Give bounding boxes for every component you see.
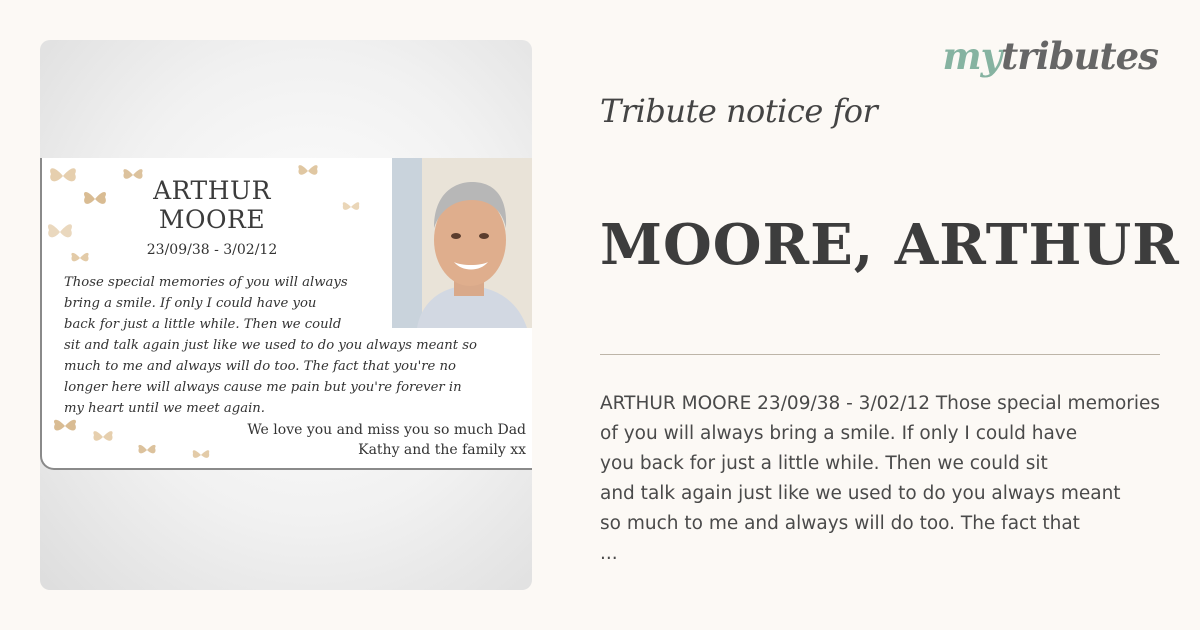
butterfly-icon — [92, 428, 114, 446]
butterfly-icon — [48, 164, 78, 188]
butterfly-icon — [342, 200, 360, 214]
notice-body-line: sit and talk again just like we used to do you always meant so — [64, 338, 477, 353]
excerpt-line: you back for just a little while. Then we could sit — [600, 453, 1048, 474]
divider — [600, 354, 1160, 355]
page-heading: Tribute notice for — [600, 92, 878, 130]
notice-name — [112, 176, 312, 234]
notice-sign-line2: Kathy and the family xx — [358, 442, 526, 458]
notice-image-card — [40, 40, 532, 590]
butterfly-icon — [192, 448, 210, 462]
butterfly-icon — [70, 250, 90, 266]
butterfly-icon — [46, 220, 74, 244]
notice-body — [64, 272, 519, 419]
tribute-excerpt — [600, 389, 1200, 569]
logo-tributes: tributes — [1001, 34, 1158, 78]
notice-signature — [247, 420, 526, 460]
notice-dates: 23/09/38 - 3/02/12 — [146, 242, 278, 258]
excerpt-ellipsis: ... — [600, 543, 618, 564]
notice-name-line1: ARTHUR — [153, 176, 271, 205]
notice-body-line: bring a smile. If only I could have you — [64, 296, 317, 311]
notice-body-line: Those special memories of you will always — [64, 275, 348, 290]
notice-body-line: longer here will always cause me pain but you're forever in — [64, 380, 462, 395]
notice-body-line: my heart until we meet again. — [64, 401, 265, 416]
notice-name-line2: MOORE — [158, 205, 266, 234]
excerpt-line: of you will always bring a smile. If only I could have — [600, 423, 1078, 444]
butterfly-icon — [52, 416, 78, 436]
butterfly-icon — [82, 188, 108, 210]
excerpt-line: and talk again just like we used to do you always meant — [600, 483, 1121, 504]
logo-my: my — [942, 34, 1002, 78]
mytributes-logo[interactable] — [942, 34, 1158, 78]
notice-sign-line1: We love you and miss you so much Dad — [247, 422, 526, 438]
notice-body-line: back for just a little while. Then we could — [64, 317, 342, 332]
excerpt-line: so much to me and always will do too. The fact that — [600, 513, 1080, 534]
excerpt-line: ARTHUR MOORE 23/09/38 - 3/02/12 Those special memories — [600, 393, 1161, 414]
page-title: MOORE, ARTHUR — [600, 212, 1180, 278]
butterfly-icon — [137, 442, 157, 458]
notice-body-line: much to me and always will do too. The fact that you're no — [64, 359, 456, 374]
newspaper-notice — [40, 158, 532, 470]
